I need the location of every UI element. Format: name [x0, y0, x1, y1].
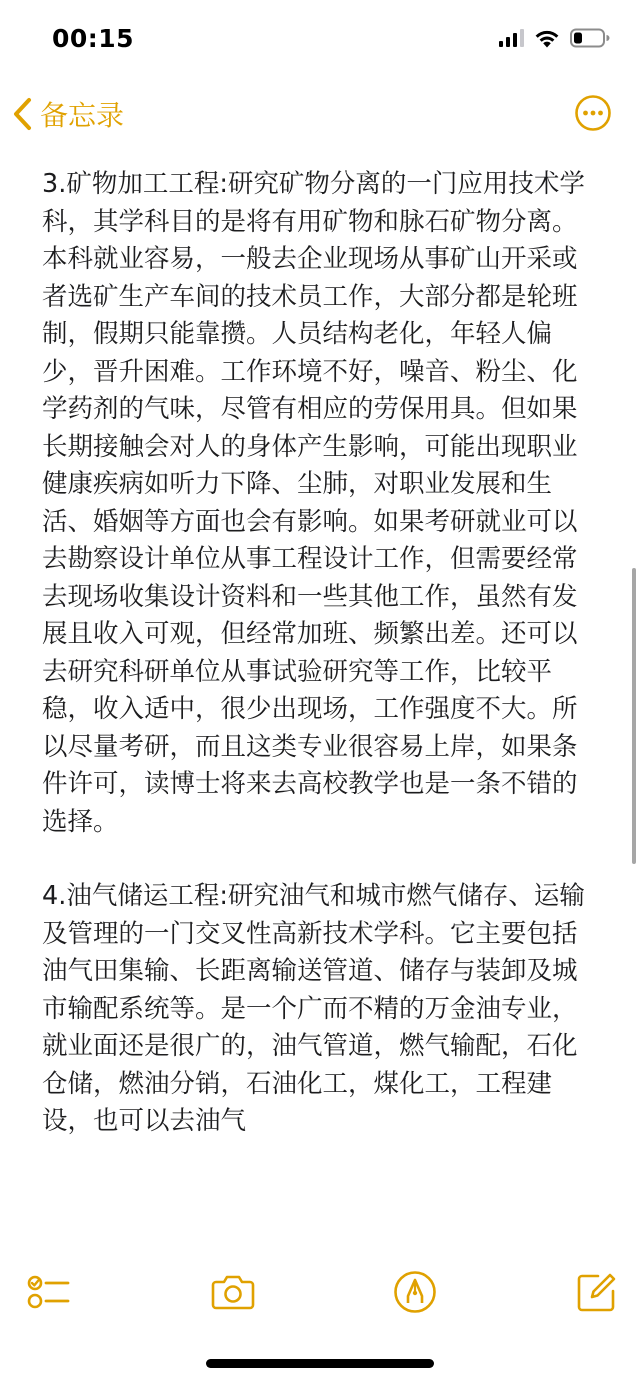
chevron-left-icon	[12, 97, 34, 131]
back-label: 备忘录	[40, 99, 125, 132]
camera-button[interactable]	[210, 1269, 256, 1315]
wifi-icon	[534, 29, 560, 48]
checklist-button[interactable]	[26, 1269, 72, 1315]
compose-icon	[574, 1269, 620, 1315]
note-paragraph-3: 3.矿物加工工程:研究矿物分离的一门应用技术学科，其学科目的是将有用矿物和脉石矿物分离。本科就业容易，一般去企业现场从事矿山开采或者选矿生产车间的技术员工作，大部分都是轮班制，假期只能靠攒。人员结构老化，年轻人偏少，晋升困难。工作环境不好，噪音、粉尘、化学药剂的气味，尽管有相应的劳保用具。但如果长期接触会对人的身体产生影响，可能出现职业健康疾病如听力下降、尘肺，对职业发展和生活、婚姻等方面也会有影响。如果考研就业可以去勘察设计单位从事工程设计工作，但需要经常去现场收集设计资料和一些其他工作，虽然有发展且收入可观，但经常加班、频繁出差。还可以去研究科研单位从事试验研究等工作，比较平稳，收入适中，很少出现场，工作强度不大。所以尽量考研，而且这类专业很容易上岸，如果条件许可，读博士将来去高校教学也是一条不错的选择。	[42, 169, 585, 837]
status-time: 00:15	[52, 24, 135, 53]
status-bar	[0, 0, 640, 84]
ellipsis-circle-icon	[574, 94, 612, 132]
note-body[interactable]	[42, 166, 592, 1178]
back-button[interactable]	[12, 94, 124, 134]
more-button[interactable]	[574, 94, 612, 132]
checklist-icon	[26, 1269, 72, 1315]
markup-button[interactable]	[392, 1269, 438, 1315]
cellular-signal-icon	[499, 29, 524, 47]
status-icons	[499, 28, 610, 48]
pen-tip-circle-icon	[392, 1269, 438, 1315]
home-indicator[interactable]	[206, 1359, 434, 1368]
battery-icon	[570, 28, 610, 48]
scroll-indicator[interactable]	[632, 568, 636, 864]
compose-button[interactable]	[574, 1269, 620, 1315]
camera-icon	[210, 1269, 256, 1315]
nav-bar	[0, 84, 640, 144]
note-paragraph-4: 4.油气储运工程:研究油气和城市燃气储存、运输及管理的一门交叉性高新技术学科。它主要包括油气田集输、长距离输送管道、储存与装卸及城市输配系统等。是一个广而不精的万金油专业，就业面还是很广的，油气管道，燃气输配，石化仓储，燃油分销，石油化工，煤化工，工程建设，也可以去油气	[42, 881, 585, 1136]
